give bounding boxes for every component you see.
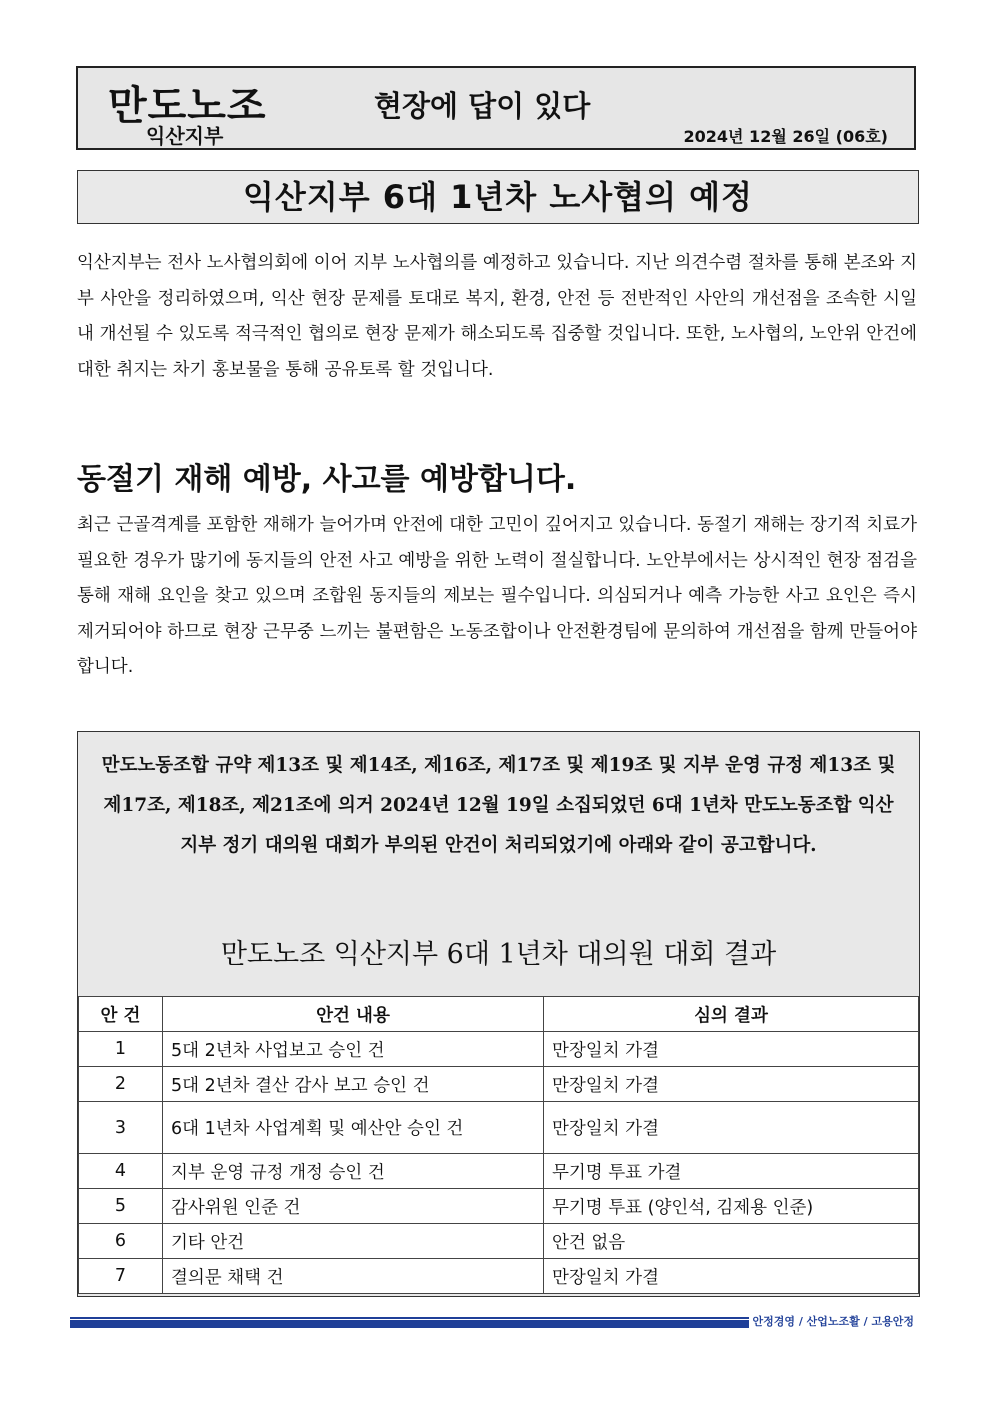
row-result: 만장일치 가결 <box>544 1032 919 1067</box>
row-no: 1 <box>79 1032 163 1067</box>
row-no: 5 <box>79 1189 163 1224</box>
table-row <box>79 1102 919 1154</box>
row-result: 만장일치 가결 <box>544 1102 919 1154</box>
table-row <box>79 1032 919 1067</box>
row-result: 무기명 투표 (양인석, 김제용 인준) <box>544 1189 919 1224</box>
masthead <box>76 66 916 150</box>
table-row <box>79 1067 919 1102</box>
row-item: 5대 2년차 사업보고 승인 건 <box>163 1032 544 1067</box>
union-name: 만도노조 <box>108 83 267 129</box>
section-paragraph: 최근 근골격계를 포함한 재해가 늘어가며 안전에 대한 고민이 깊어지고 있습니다. 동절기 재해는 장기적 치료가 필요한 경우가 많기에 동지들의 안전 사고 예방을 위한 노력이 절실합니다. 노안부에서는 상시적인 현장 점검을 통해 재해 요인을 찾고 있으며 조합원 동지들의 제보는 필수입니다. 의심되거나 예측 가능한 사고 요인은 즉시 제거되어야 하므로 현장 근무중 느끼는 불편함은 노동조합이나 안전환경팀에 문의하여 개선점을 함께 만들어야 합니다. <box>77 515 917 677</box>
header-result: 심의 결과 <box>544 997 919 1032</box>
row-item: 5대 2년차 결산 감사 보고 승인 건 <box>163 1067 544 1102</box>
row-result: 만장일치 가결 <box>544 1259 919 1294</box>
section-title: 동절기 재해 예방, 사고를 예방합니다. <box>77 462 577 497</box>
headline: 익산지부 6대 1년차 노사협의 예정 <box>77 170 919 224</box>
footer-label: 안정경영 / 산업노조활 / 고용안정 <box>749 1313 919 1329</box>
table-row <box>79 1224 919 1259</box>
notice-text: 만도노동조합 규약 제13조 및 제14조, 제16조, 제17조 및 제19조 및 지부 운영 규정 제13조 및 제17조, 제18조, 제21조에 의거 2024년 12월 19일 소집되었던 6대 1년차 만도노동조합 익산지부 정기 대의원 대회가 부의된 안건이 처리되었기에 아래와 같이 공고합니다. <box>101 755 896 856</box>
issue-date: 2024년 12월 26일 (06호) <box>683 127 888 146</box>
row-result: 무기명 투표 가결 <box>544 1154 919 1189</box>
table-row <box>79 1154 919 1189</box>
result-title: 만도노조 익산지부 6대 1년차 대의원 대회 결과 <box>220 939 777 970</box>
row-item: 지부 운영 규정 개정 승인 건 <box>163 1154 544 1189</box>
results-table <box>78 996 919 1294</box>
row-item: 6대 1년차 사업계획 및 예산안 승인 건 <box>163 1102 544 1154</box>
row-result: 안건 없음 <box>544 1224 919 1259</box>
branch-name: 익산지부 <box>146 124 224 148</box>
intro-paragraph: 익산지부는 전사 노사협의회에 이어 지부 노사협의를 예정하고 있습니다. 지난 의견수렴 절차를 통해 본조와 지부 사안을 정리하였으며, 익산 현장 문제를 토대로 복지, 환경, 안전 등 전반적인 사안의 개선점을 조속한 시일 내 개선될 수 있도록 적극적인 협의로 현장 문제가 해소되도록 집중할 것입니다. 또한, 노사협의, 노안위 안건에 대한 취지는 차기 홍보물을 통해 공유토록 할 것입니다. <box>77 253 917 380</box>
header-item: 안건 내용 <box>163 997 544 1032</box>
table-row <box>79 1259 919 1294</box>
table-row <box>79 1189 919 1224</box>
notice-box <box>77 731 920 1297</box>
row-no: 2 <box>79 1067 163 1102</box>
slogan: 현장에 답이 있다 <box>374 89 591 123</box>
row-item: 감사위원 인준 건 <box>163 1189 544 1224</box>
row-no: 4 <box>79 1154 163 1189</box>
row-result: 만장일치 가결 <box>544 1067 919 1102</box>
row-item: 기타 안건 <box>163 1224 544 1259</box>
row-item: 결의문 채택 건 <box>163 1259 544 1294</box>
header-no: 안 건 <box>79 997 163 1032</box>
table-header-row <box>79 997 919 1032</box>
row-no: 6 <box>79 1224 163 1259</box>
row-no: 3 <box>79 1102 163 1154</box>
row-no: 7 <box>79 1259 163 1294</box>
